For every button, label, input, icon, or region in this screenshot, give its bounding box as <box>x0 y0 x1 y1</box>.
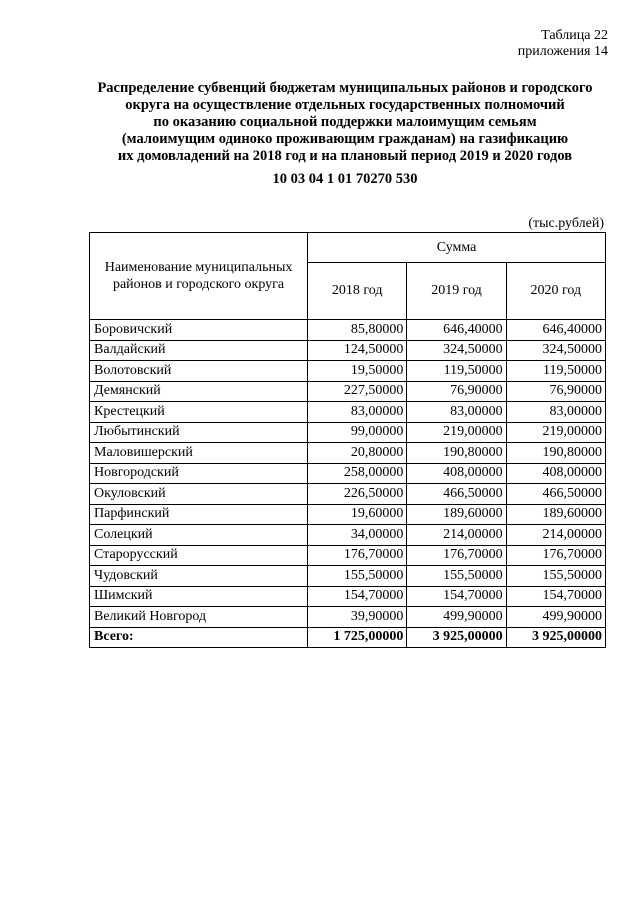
cell-2018: 20,80000 <box>308 443 407 464</box>
table-row <box>90 463 606 484</box>
table-row <box>90 607 606 628</box>
cell-2019: 466,50000 <box>407 484 506 505</box>
cell-2018: 1 725,00000 <box>308 627 407 648</box>
total-row <box>90 627 606 648</box>
cell-2019: 154,70000 <box>407 586 506 607</box>
title-line: их домовладений на 2018 год и на плановый период 2019 и 2020 годов <box>117 148 573 164</box>
table-row <box>90 422 606 443</box>
cell-district-name: Великий Новгород <box>90 607 308 628</box>
cell-district-name: Солецкий <box>90 525 308 546</box>
cell-2020: 324,50000 <box>506 340 605 361</box>
header-year-2018: 2018 год <box>308 263 407 320</box>
cell-2020: 189,60000 <box>506 504 605 525</box>
table-number: Таблица 22 <box>541 28 608 43</box>
cell-2020: 176,70000 <box>506 545 605 566</box>
cell-2018: 227,50000 <box>308 381 407 402</box>
cell-2020: 3 925,00000 <box>506 627 605 648</box>
document-title <box>70 80 620 188</box>
cell-2018: 155,50000 <box>308 566 407 587</box>
cell-district-name: Парфинский <box>90 504 308 525</box>
cell-district-name: Волотовский <box>90 361 308 382</box>
cell-2020: 190,80000 <box>506 443 605 464</box>
cell-2018: 34,00000 <box>308 525 407 546</box>
cell-2019: 408,00000 <box>407 463 506 484</box>
title-line: округа на осуществление отдельных государственных полномочий <box>125 97 565 113</box>
title-line: (малоимущим одиноко проживающим гражданам) на газификацию <box>121 131 569 147</box>
cell-2018: 99,00000 <box>308 422 407 443</box>
table-row <box>90 586 606 607</box>
table-reference <box>518 28 608 60</box>
cell-district-name: Боровичский <box>90 320 308 341</box>
table-row <box>90 340 606 361</box>
cell-2019: 219,00000 <box>407 422 506 443</box>
header-year-2020: 2020 год <box>506 263 605 320</box>
header-sum: Сумма <box>308 233 606 263</box>
cell-district-name: Всего: <box>90 627 308 648</box>
appendix-number: приложения 14 <box>517 44 608 59</box>
cell-2020: 214,00000 <box>506 525 605 546</box>
cell-2018: 124,50000 <box>308 340 407 361</box>
table-row <box>90 545 606 566</box>
table-row <box>90 402 606 423</box>
cell-2018: 176,70000 <box>308 545 407 566</box>
title-line: Распределение субвенций бюджетам муниципальных районов и городского <box>97 80 593 96</box>
cell-2019: 155,50000 <box>407 566 506 587</box>
cell-2020: 219,00000 <box>506 422 605 443</box>
table-row <box>90 320 606 341</box>
cell-district-name: Новгородский <box>90 463 308 484</box>
cell-district-name: Шимский <box>90 586 308 607</box>
cell-district-name: Маловишерский <box>90 443 308 464</box>
cell-2020: 154,70000 <box>506 586 605 607</box>
cell-2019: 324,50000 <box>407 340 506 361</box>
subvention-table <box>89 232 606 648</box>
units-label: (тыс.рублей) <box>528 216 604 231</box>
header-name-column: Наименование муниципальных районов и городского округа <box>90 233 308 320</box>
table-row <box>90 381 606 402</box>
cell-2020: 76,90000 <box>506 381 605 402</box>
title-line: по оказанию социальной поддержки малоимущим семьям <box>153 114 537 130</box>
table-row <box>90 443 606 464</box>
table-row <box>90 361 606 382</box>
budget-code: 10 03 04 1 01 70270 530 <box>272 171 418 187</box>
cell-2018: 19,50000 <box>308 361 407 382</box>
cell-2019: 190,80000 <box>407 443 506 464</box>
cell-2018: 154,70000 <box>308 586 407 607</box>
cell-2018: 85,80000 <box>308 320 407 341</box>
cell-2019: 189,60000 <box>407 504 506 525</box>
cell-2019: 83,00000 <box>407 402 506 423</box>
cell-district-name: Демянский <box>90 381 308 402</box>
header-year-2019: 2019 год <box>407 263 506 320</box>
cell-2018: 39,90000 <box>308 607 407 628</box>
cell-2019: 76,90000 <box>407 381 506 402</box>
cell-2018: 258,00000 <box>308 463 407 484</box>
cell-district-name: Валдайский <box>90 340 308 361</box>
cell-2020: 119,50000 <box>506 361 605 382</box>
cell-2020: 499,90000 <box>506 607 605 628</box>
cell-2018: 83,00000 <box>308 402 407 423</box>
cell-district-name: Старорусский <box>90 545 308 566</box>
cell-2019: 646,40000 <box>407 320 506 341</box>
table-row <box>90 525 606 546</box>
cell-2018: 19,60000 <box>308 504 407 525</box>
cell-district-name: Крестецкий <box>90 402 308 423</box>
cell-2019: 214,00000 <box>407 525 506 546</box>
table-row <box>90 504 606 525</box>
cell-2020: 408,00000 <box>506 463 605 484</box>
cell-2020: 155,50000 <box>506 566 605 587</box>
cell-2020: 646,40000 <box>506 320 605 341</box>
cell-2020: 83,00000 <box>506 402 605 423</box>
cell-district-name: Окуловский <box>90 484 308 505</box>
cell-2018: 226,50000 <box>308 484 407 505</box>
table-row <box>90 566 606 587</box>
table-row <box>90 484 606 505</box>
cell-2019: 499,90000 <box>407 607 506 628</box>
cell-district-name: Чудовский <box>90 566 308 587</box>
cell-2019: 119,50000 <box>407 361 506 382</box>
cell-2019: 3 925,00000 <box>407 627 506 648</box>
cell-2020: 466,50000 <box>506 484 605 505</box>
cell-district-name: Любытинский <box>90 422 308 443</box>
cell-2019: 176,70000 <box>407 545 506 566</box>
